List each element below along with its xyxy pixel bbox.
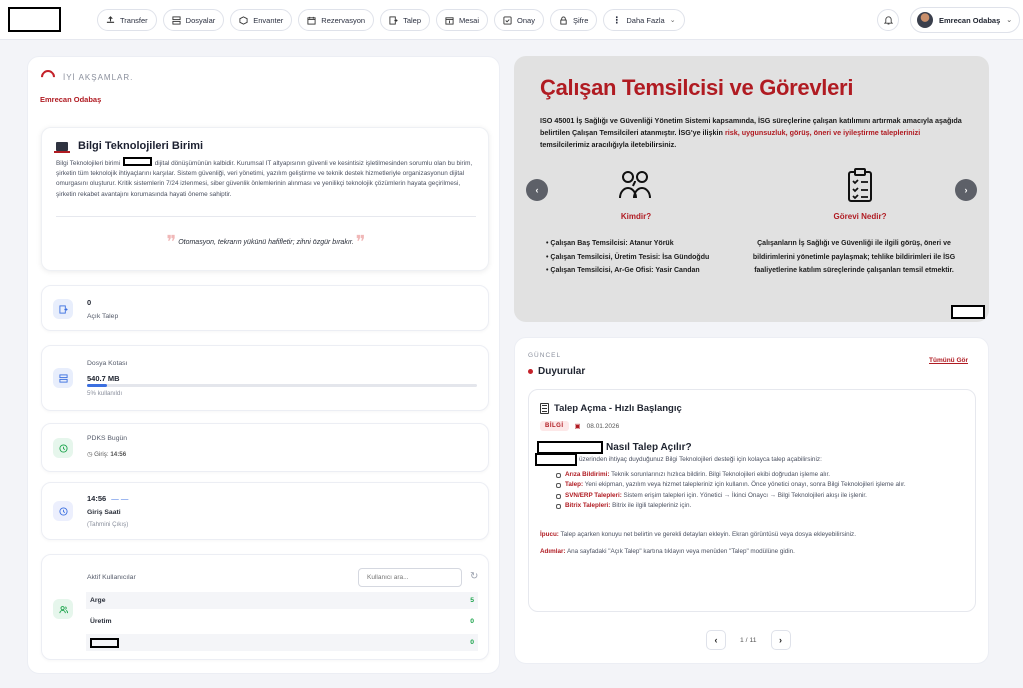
document-icon xyxy=(540,403,549,414)
carousel-next-button[interactable]: › xyxy=(955,179,977,201)
isg-banner-carousel xyxy=(514,56,989,322)
department-description xyxy=(56,157,481,200)
open-requests-count: 0 xyxy=(87,298,92,307)
entry-time-row xyxy=(87,494,128,503)
nav-label: Onay xyxy=(517,15,535,25)
entry-time-sub: (Tahmini Çıkış) xyxy=(87,521,129,528)
transfer-icon xyxy=(106,16,115,25)
nav-label: Mesai xyxy=(459,15,480,25)
users-icon xyxy=(53,599,73,619)
lock-icon xyxy=(559,16,568,25)
moon-icon xyxy=(38,67,58,87)
department-quote xyxy=(42,232,490,253)
list-item-text: Sistem erişim talepleri için. Yönetici → İkinci Onaycı → Bilgi Teknolojileri akışı ile işlenir. xyxy=(621,491,867,499)
entry-time-label: Giriş Saati xyxy=(87,509,121,516)
announcement-heading-text: Nasıl Talep Açılır? xyxy=(606,442,692,453)
list-item-text: Teknik sorunlarınızı hızlıca bildirin. Bilgi Teknolojileri ekibi doğrudan işleme alır. xyxy=(609,471,831,478)
user-search-input[interactable] xyxy=(358,568,462,587)
main-nav xyxy=(97,9,685,31)
request-icon xyxy=(389,16,398,25)
request-icon xyxy=(53,299,73,319)
file-quota-progress-fill xyxy=(87,384,107,387)
category-badge: BİLGİ xyxy=(540,421,569,431)
files-icon xyxy=(172,16,181,25)
nav-shift-button[interactable] xyxy=(436,9,488,31)
list-item xyxy=(565,501,970,511)
dashboard-left-panel xyxy=(27,56,500,674)
steps-term: Adımlar: xyxy=(540,548,566,555)
active-users-row-count: 5 xyxy=(470,597,474,604)
list-item-text: Bitrix ile ilgili talepleriniz için. xyxy=(610,501,692,509)
file-quota-progress xyxy=(87,384,477,387)
prev-page-button[interactable]: ‹ xyxy=(706,630,726,650)
nav-transfer-button[interactable] xyxy=(97,9,157,31)
clock-icon xyxy=(53,501,73,521)
next-page-button[interactable]: › xyxy=(771,630,791,650)
active-users-row-name: Üretim xyxy=(90,618,112,625)
announcement-intro-text: üzerinden ihtiyaç duyduğunuz Bilgi Teknolojileri desteği için kolayca talep açabilirsiniz: xyxy=(579,456,822,463)
nav-files-button[interactable] xyxy=(163,9,225,31)
announcement-date: 08.01.2026 xyxy=(586,422,620,430)
carousel-prev-button[interactable]: ‹ xyxy=(526,179,548,201)
bell-icon xyxy=(884,15,893,25)
quote-open-icon: ❞ xyxy=(166,232,177,252)
banner-desc-part: ISO 45001 İş Sağlığı ve Güvenliği Yönetim Sistemi kapsamında, İSG süreçlerine çalışan katılımını artırmak amacıyla aşağıda belirtilen Çalışan Temsilcileri atanmıştır. İSG'ye ilişkin xyxy=(540,116,962,137)
representative-text: Çalışan Temsilcisi, Üretim Tesisi: İsa Gündoğdu xyxy=(550,253,710,261)
exit-time: — — xyxy=(111,494,129,503)
avatar xyxy=(917,12,933,28)
refresh-icon[interactable]: ↻ xyxy=(470,571,479,582)
clock-small-icon: ◷ xyxy=(87,451,93,458)
page-indicator: 1 / 11 xyxy=(740,636,757,644)
department-card xyxy=(41,127,489,271)
department-title xyxy=(56,140,203,152)
redacted-block xyxy=(535,453,577,466)
list-item-text: Yeni ekipman, yazılım veya hizmet talepleriniz için kullanın. Önce yönetici onayı, sonra Bilgi Teknolojileri işleme alır. xyxy=(583,481,906,489)
greeting-text: İYİ AKŞAMLAR. xyxy=(63,72,134,82)
steps-text: Ana sayfadaki "Açık Talep" kartına tıklayın veya menüden "Talep" modülüne gidin. xyxy=(565,548,795,555)
user-menu-button[interactable] xyxy=(910,7,1020,33)
file-quota-card[interactable] xyxy=(41,345,489,411)
announcement-steps xyxy=(540,548,970,555)
file-quota-used-text: 5% kullanıldı xyxy=(87,390,123,397)
announcement-tip xyxy=(540,531,970,538)
checklist-icon xyxy=(842,168,878,204)
active-users-row-name: Arge xyxy=(90,597,106,604)
nav-label: Talep xyxy=(403,15,421,25)
announcement-meta xyxy=(540,421,619,431)
announcements-title-text: Duyurular xyxy=(538,366,586,377)
nav-reservation-button[interactable] xyxy=(298,9,374,31)
redacted-block xyxy=(123,157,152,166)
inventory-icon xyxy=(239,16,248,25)
open-requests-card[interactable] xyxy=(41,285,489,331)
representative-item: • Çalışan Temsilcisi, Ar-Ge Ofisi: Yasir Candan xyxy=(546,267,700,274)
approval-icon xyxy=(503,16,512,25)
pdks-card[interactable] xyxy=(41,423,489,472)
tip-term: İpucu: xyxy=(540,531,559,538)
open-requests-label: Açık Talep xyxy=(87,313,119,320)
redacted-block xyxy=(951,305,985,319)
chevron-down-icon: ⌄ xyxy=(1006,17,1013,24)
user-name: Emrecan Odabaş xyxy=(939,15,1001,25)
top-navbar xyxy=(0,0,1023,40)
calendar-icon xyxy=(307,16,316,25)
department-desc-end: dijital dönüşümünün kalbidir. Kurumsal IT altyapısının güvenli ve kesintisiz işletilmesinden sorumlu olan bu birim, şirketin tüm teknolojik ihtiyaçlarını karşılar. Sistem güvenliği, veri yönetimi, yazılım geliştirme ve teknik destek hizmetleriyle organizasyonun dijital omurgasını oluşturur. Kritik sistemlerin 7/24 izlenmesi, siber güvenlik önlemlerinin alınması ve yenilikçi teknolojik çözümlerin hayata geçirilmesi, şirketin rekabet avantajını korumasında hayati öneme sahiptir. xyxy=(56,160,473,198)
redacted-block xyxy=(90,638,119,648)
nav-label: Transfer xyxy=(120,15,148,25)
entry-time: 14:56 xyxy=(87,494,107,503)
announcement-card[interactable] xyxy=(528,389,976,612)
banner-description xyxy=(540,115,970,151)
logo[interactable] xyxy=(8,7,61,32)
announcement-intro xyxy=(535,453,822,466)
greeting-user-name: Emrecan Odabaş xyxy=(40,95,102,104)
calendar-icon: ▣ xyxy=(574,423,581,430)
greeting xyxy=(41,70,133,84)
pdks-label: PDKS Bugün xyxy=(87,435,128,442)
quote-close-icon: ❞ xyxy=(355,232,366,252)
announcement-title-text: Talep Açma - Hızlı Başlangıç xyxy=(554,403,682,414)
banner-title: Çalışan Temsilcisi ve Görevleri xyxy=(540,75,854,100)
duty-description: Çalışanların İş Sağlığı ve Güvenliği ile ilgili görüş, öneri ve bildirimlerini yönetimle paylaşmak; tehlike bildirimleri ile İSG faaliyetlerine katılım süreçlerinde çalışanları temsil etmektir. xyxy=(752,240,956,274)
laptop-icon xyxy=(56,142,68,151)
duty-title: Görevi Nedir? xyxy=(833,212,887,221)
nav-password-button[interactable] xyxy=(550,9,597,31)
chevron-down-icon: ⌄ xyxy=(669,17,676,24)
list-item-term: SVN/ERP Talepleri: xyxy=(565,491,622,499)
list-item xyxy=(565,470,970,480)
more-icon: ⋮ xyxy=(612,14,622,25)
list-item xyxy=(565,480,970,490)
file-quota-value: 540.7 MB xyxy=(87,374,120,383)
nav-label: Daha Fazla xyxy=(626,15,665,25)
representative-text: Çalışan Baş Temsilcisi: Atanur Yörük xyxy=(550,240,674,247)
active-users-row xyxy=(86,613,478,630)
active-users-row-count: 0 xyxy=(470,618,474,625)
nav-label: Envanter xyxy=(253,15,284,25)
entry-time-card[interactable] xyxy=(41,482,489,540)
nav-inventory-button[interactable] xyxy=(230,9,292,31)
clock-icon xyxy=(53,438,73,458)
nav-label: Rezervasyon xyxy=(321,15,366,25)
file-quota-label: Dosya Kotası xyxy=(87,360,128,367)
nav-request-button[interactable] xyxy=(380,9,430,31)
people-icon xyxy=(617,168,653,204)
notifications-button[interactable] xyxy=(877,9,899,31)
announcements-pager xyxy=(706,630,791,650)
nav-label: Şifre xyxy=(572,15,589,25)
red-dot-icon xyxy=(528,369,533,374)
list-item-term: Talep: xyxy=(565,481,584,489)
tip-text: Talep açarken konuyu net belirtin ve gerekli detayları ekleyin. Ekran görüntüsü veya dosya ekleyebilirsiniz. xyxy=(558,531,856,538)
pdks-entry-time: 14:56 xyxy=(110,451,127,458)
active-users-row xyxy=(86,592,478,609)
list-item-term: Arıza Bildirimi: xyxy=(565,471,610,478)
active-users-title: Aktif Kullanıcılar xyxy=(87,574,136,581)
divider xyxy=(56,216,476,217)
request-types-list xyxy=(565,470,970,511)
representatives-list xyxy=(546,237,709,278)
quote-text: Otomasyon, tekrarın yükünü hafifletir; zihni özgür bırakır. xyxy=(178,239,354,246)
list-item-term: Bitrix Talepleri: xyxy=(565,501,611,509)
shift-icon xyxy=(445,16,454,25)
see-all-link[interactable]: Tümünü Gör xyxy=(929,357,968,364)
announcements-title xyxy=(528,366,585,377)
who-title: Kimdir? xyxy=(620,212,652,221)
active-users-card xyxy=(41,554,489,660)
pdks-entry-prefix: Giriş: xyxy=(94,451,109,458)
department-desc-start: Bilgi Teknolojileri birimi xyxy=(56,160,121,167)
department-title-text: Bilgi Teknolojileri Birimi xyxy=(78,140,204,152)
representative-item: • Çalışan Temsilcisi, Üretim Tesisi: İsa Gündoğdu xyxy=(546,253,710,261)
nav-more-button[interactable] xyxy=(603,9,684,31)
nav-label: Dosyalar xyxy=(185,15,216,25)
announcements-panel xyxy=(514,337,989,664)
pdks-entry xyxy=(87,451,126,458)
banner-desc-part: temsilcilerimiz aracılığıyla iletebilirsiniz. xyxy=(540,140,677,149)
active-users-row-count: 0 xyxy=(470,639,474,646)
active-users-row xyxy=(86,634,478,651)
list-item xyxy=(565,491,970,501)
nav-approval-button[interactable] xyxy=(494,9,544,31)
announcements-kicker: GÜNCEL xyxy=(528,352,562,359)
banner-desc-highlight: risk, uygunsuzluk, görüş, öneri ve iyileştirme taleplerinizi xyxy=(724,128,921,137)
files-icon xyxy=(53,368,73,388)
announcement-title xyxy=(540,403,682,414)
representative-item: • Çalışan Baş Temsilcisi: Atanur Yörük xyxy=(546,240,674,247)
representative-text: Çalışan Temsilcisi, Ar-Ge Ofisi: Yasir Candan xyxy=(550,267,700,274)
